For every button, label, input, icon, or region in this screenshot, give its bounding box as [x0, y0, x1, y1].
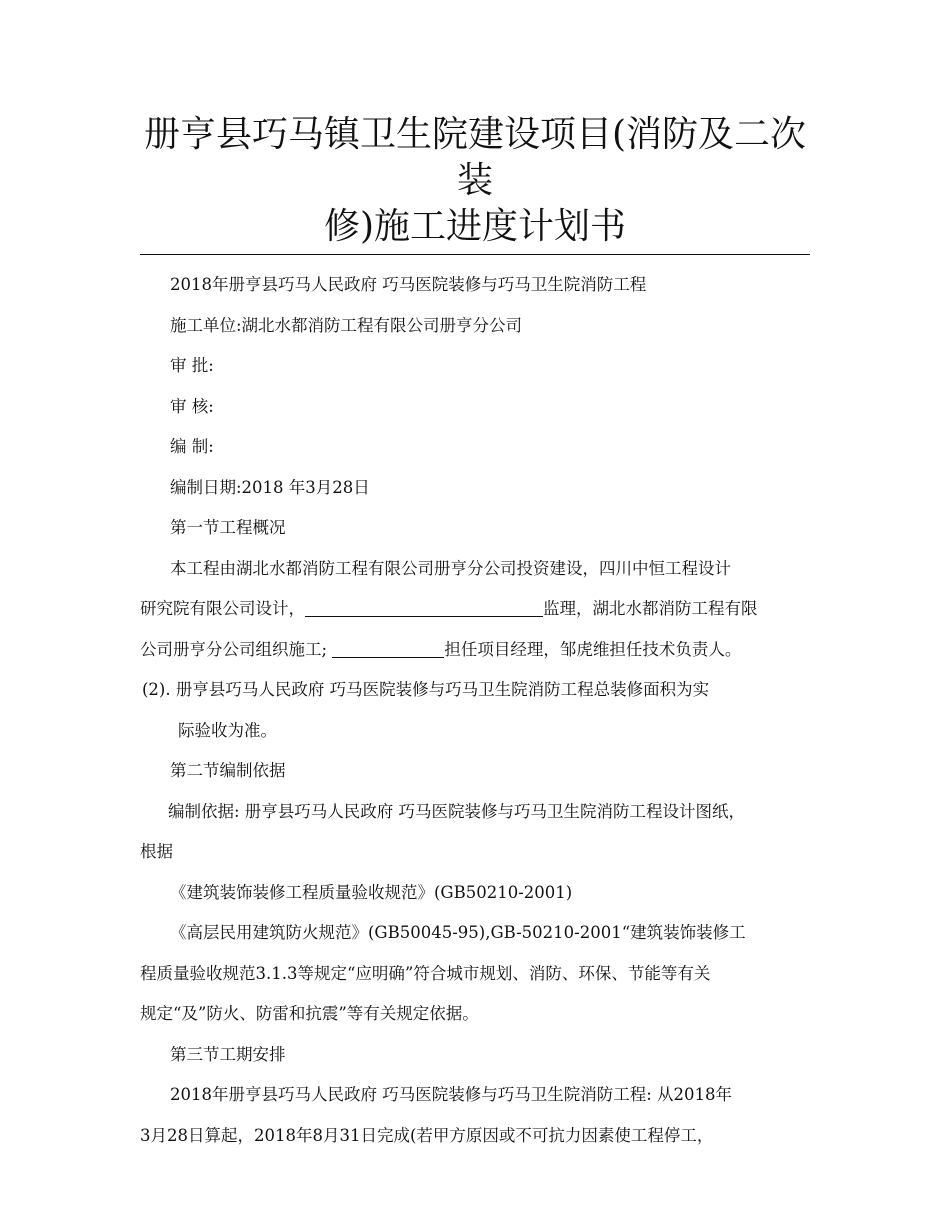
section-1-item-2-line-1: (2). 册亨县巧马人民政府 巧马医院装修与巧马卫生院消防工程总装修面积为实	[142, 680, 710, 699]
section-2-basis-line-2: 根据	[140, 842, 173, 861]
section-2-spec-2-line-2: 程质量验收规范3.1.3等规定“应明确”符合城市规划、消防、环保、节能等有关	[140, 963, 711, 983]
construction-unit: 施工单位:湖北水都消防工程有限公司册亨分公司	[170, 315, 523, 335]
section-2-spec-2-line-1: 《高层民用建筑防火规范》(GB50045-95),GB-50210-2001“建筑装饰装修工	[170, 923, 746, 942]
section-1-item-2-line-2: 际验收为准。	[178, 720, 277, 740]
supervisor-blank	[305, 596, 543, 617]
compile-date: 编制日期:2018 年3月28日	[170, 477, 370, 497]
section-1-text-designer: 研究院有限公司设计，	[140, 599, 305, 618]
section-3-title: 第三节工期安排	[170, 1044, 286, 1064]
document-title	[140, 112, 810, 255]
section-2-title: 第二节编制依据	[170, 761, 286, 780]
compile-line: 编 制:	[170, 437, 214, 456]
section-1-text-manager: 担任项目经理，邹虎维担任技术负责人。	[444, 639, 742, 659]
title-line-2: 修)施工进度计划书	[323, 206, 627, 247]
section-1-text-supervision: 监理，湖北水都消防工程有限	[543, 599, 758, 618]
section-2-spec-1: 《建筑装饰装修工程质量验收规范》(GB50210-2001)	[170, 882, 573, 902]
section-1-title: 第一节工程概况	[170, 518, 286, 537]
section-2-basis-line-1: 编制依据: 册亨县巧马人民政府 巧马医院装修与巧马卫生院消防工程设计图纸，	[168, 801, 746, 821]
title-line-1: 册亨县巧马镇卫生院建设项目(消防及二次装	[143, 114, 807, 201]
document-page	[140, 0, 810, 1156]
section-3-paragraph-line-2: 3月28日算起，2018年8月31日完成(若甲方原因或不可抗力因素使工程停工，	[140, 1125, 714, 1145]
section-3-paragraph-line-1: 2018年册亨县巧马人民政府 巧马医院装修与巧马卫生院消防工程: 从2018年	[170, 1085, 733, 1104]
section-1-paragraph-line-2	[140, 589, 810, 630]
document-body	[140, 265, 810, 1156]
section-1-paragraph-line-3	[140, 630, 810, 671]
section-2-spec-2-line-3: 规定“及”防火、防雷和抗震”等有关规定依据。	[140, 1004, 479, 1023]
review-line: 审 核:	[170, 396, 214, 416]
section-1-text-contractor: 公司册亨分公司组织施工;	[140, 639, 328, 659]
section-1-paragraph-line-1: 本工程由湖北水都消防工程有限公司册亨分公司投资建设，四川中恒工程设计	[170, 558, 731, 578]
approve-line: 审 批:	[170, 356, 214, 375]
project-manager-blank	[332, 637, 444, 658]
header-project: 2018年册亨县巧马人民政府 巧马医院装修与巧马卫生院消防工程	[170, 275, 647, 294]
